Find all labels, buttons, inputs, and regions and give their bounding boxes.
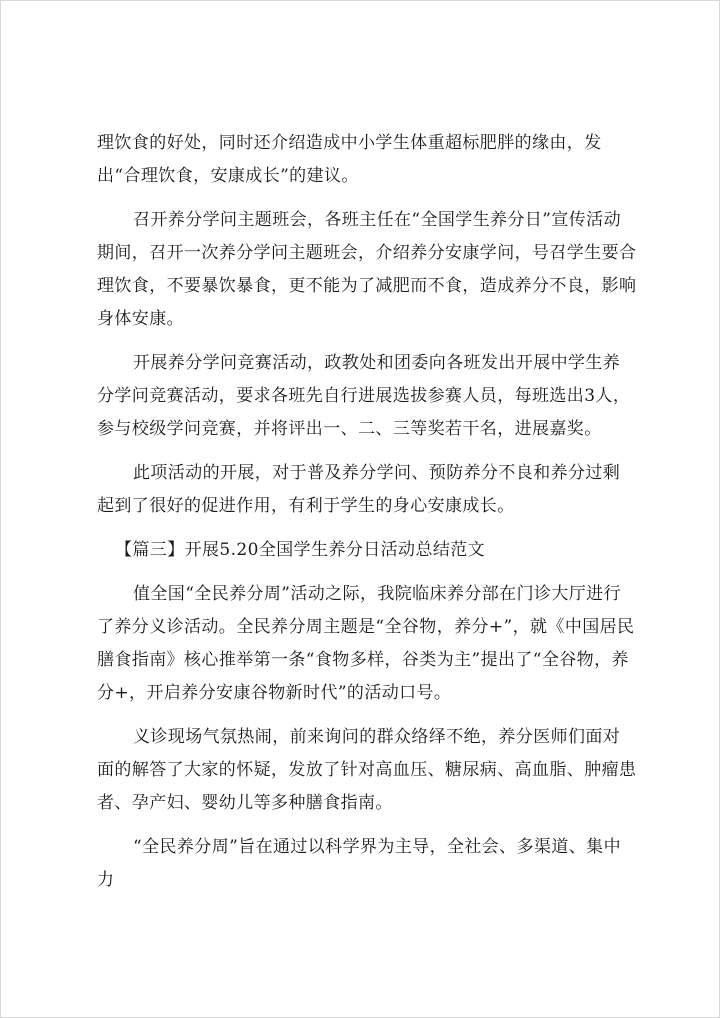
paragraph-6: 义诊现场气氛热闹，前来询问的群众络绎不绝，养分医师们面对面的解答了大家的怀疑，发放了针对高血压、糖尿病、高血脂、肿瘤患者、孕产妇、婴幼儿等多种膳食指南。 xyxy=(97,727,637,813)
document-body xyxy=(97,127,637,908)
paragraph-3: 开展养分学问竞赛活动，政教处和团委向各班发出开展中学生养分学问竞赛活动，要求各班先自行进展选拔参赛人员，每班选出3人，参与校级学问竞赛，并将评出一、二、三等奖若干名，进展嘉奖。 xyxy=(97,353,631,439)
paragraph-2: 召开养分学问主题班会，各班主任在“全国学生养分日”宣传活动期间，召开一次养分学问主题班会，介绍养分安康学问，号召学生要合理饮食，不要暴饮暴食，更不能为了减肥而不食，造成养分不良，影响身体安康。 xyxy=(97,210,637,329)
section-heading: 【篇三】开展5.20全国学生养分日活动总结范文 xyxy=(115,540,486,560)
paragraph-7: “全民养分周”旨在通过以科学界为主导，全社会、多渠道、集中力 xyxy=(97,837,621,890)
paragraph-5: 值全国“全民养分周”活动之际，我院临床养分部在门诊大厅进行了养分义诊活动。全民养分周主题是“全谷物，养分+”，就《中国居民膳食指南》核心推举第一条“食物多样，谷类为主”提出了“全谷物，养分+，开启养分安康谷物新时代”的活动口号。 xyxy=(97,584,635,703)
paragraph-4: 此项活动的开展，对于普及养分学问、预防养分不良和养分过剩起到了很好的促进作用，有利于学生的身心安康成长。 xyxy=(97,463,621,516)
paragraph-1: 理饮食的好处，同时还介绍造成中小学生体重超标肥胖的缘由，发出“合理饮食，安康成长”的建议。 xyxy=(97,133,602,186)
